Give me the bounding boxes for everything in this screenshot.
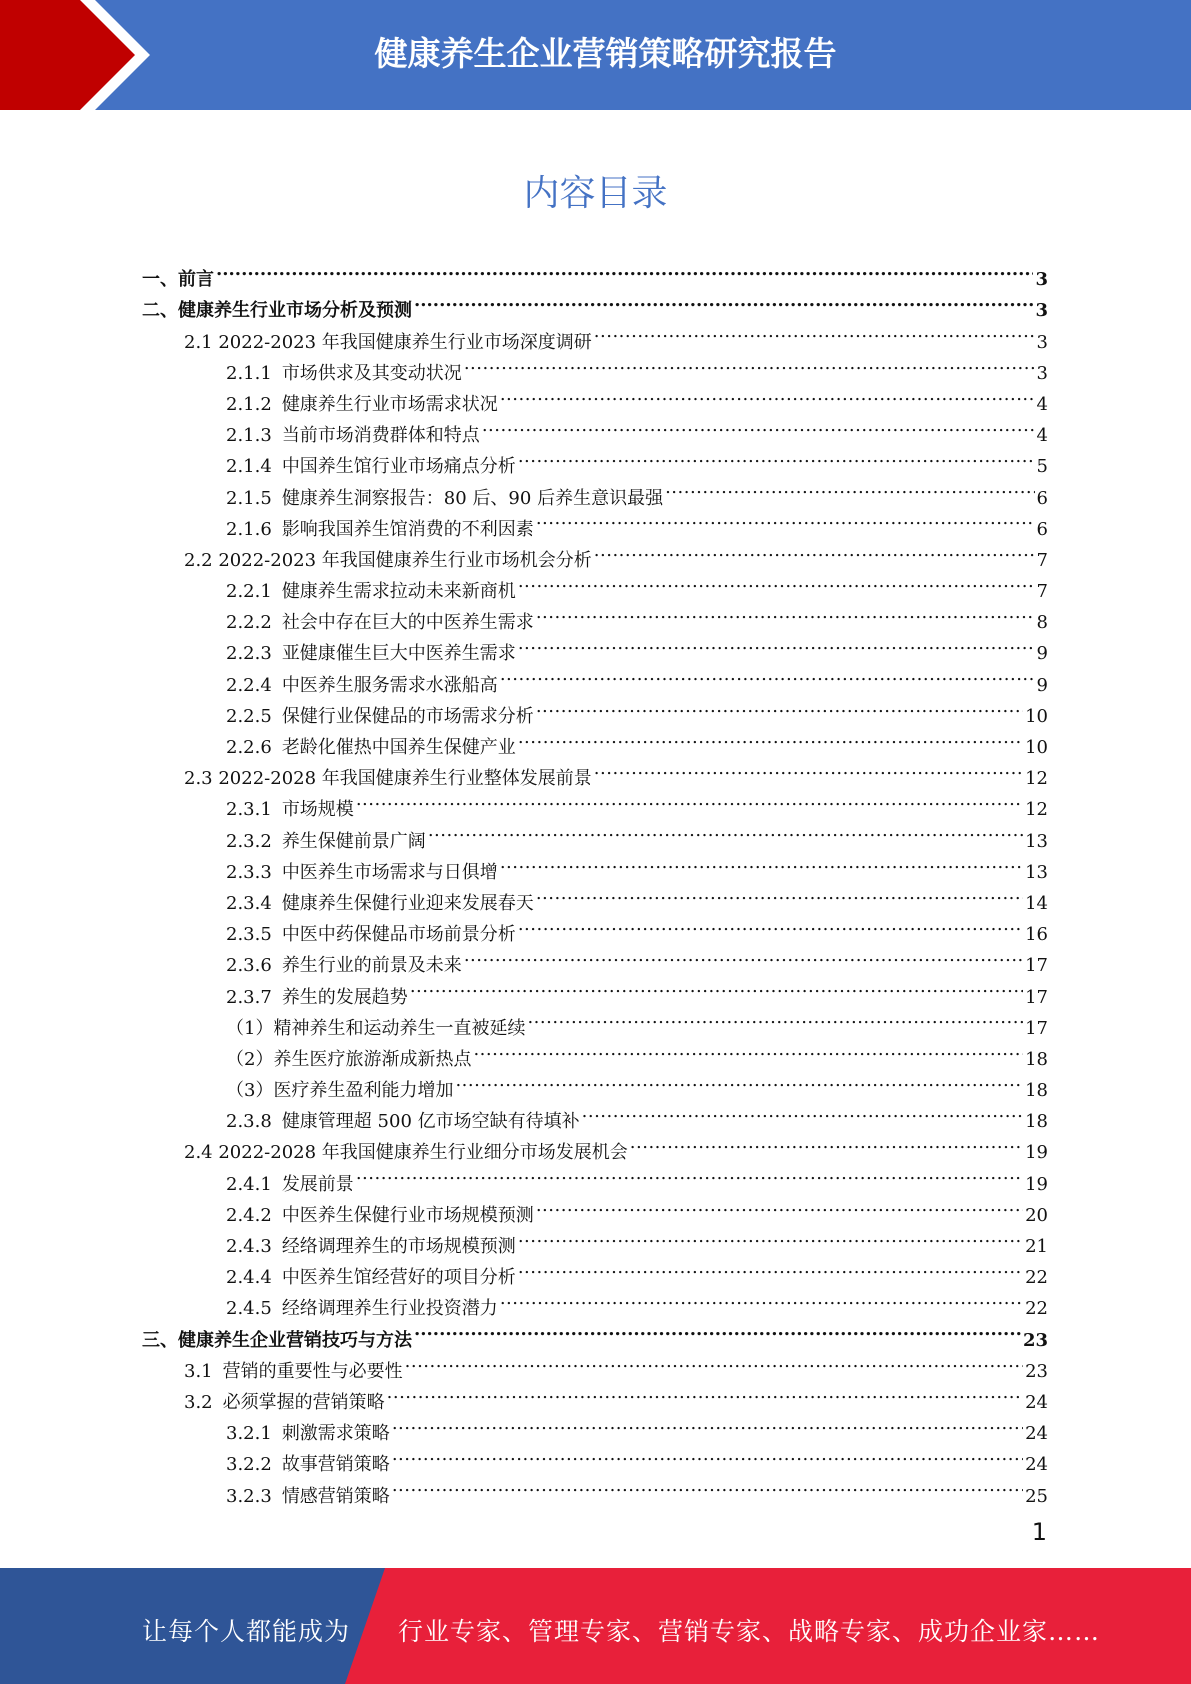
toc-dot-leader	[500, 847, 1023, 878]
toc-entry-title: 2.3 2022-2028 年我国健康养生行业整体发展前景	[184, 768, 592, 790]
report-title: 健康养生企业营销策略研究报告	[374, 34, 837, 73]
toc-entry[interactable]	[142, 1439, 1048, 1476]
toc-entry[interactable]	[142, 535, 1048, 571]
toc-entry[interactable]	[142, 1470, 1048, 1507]
toc-entry-title: 情感营销策略	[281, 1485, 390, 1507]
toc-entry[interactable]	[142, 940, 1048, 977]
toc-entry[interactable]	[142, 753, 1048, 790]
toc-entry-page: 18	[1025, 1080, 1048, 1102]
toc-dot-leader	[500, 379, 1035, 410]
toc-entry[interactable]	[142, 1252, 1048, 1289]
toc-entry-number: 3.2.1	[226, 1423, 272, 1445]
toc-entry-page: 6	[1036, 518, 1048, 540]
toc-dot-leader	[500, 1283, 1023, 1314]
toc-entry-page: 17	[1025, 955, 1048, 977]
toc-dot-leader	[518, 441, 1035, 472]
toc-dot-leader	[536, 1190, 1023, 1221]
toc-dot-leader	[356, 784, 1023, 815]
toc-entry-page: 24	[1025, 1423, 1048, 1445]
footer-slogan-left: 让每个人都能成为	[142, 1617, 351, 1646]
toc-entry-page: 12	[1025, 768, 1048, 790]
toc-entry-title: 当前市场消费群体和特点	[281, 425, 480, 447]
toc-entry-title: 养生行业的前景及未来	[281, 955, 462, 977]
toc-entry-page: 3	[1035, 269, 1048, 291]
toc-dot-leader	[392, 1470, 1023, 1501]
toc-entry-page: 4	[1036, 425, 1048, 447]
toc-entry-number: 2.3.5	[226, 924, 272, 946]
toc-entry-page: 22	[1025, 1298, 1048, 1320]
toc-entry-page: 3	[1035, 300, 1048, 322]
toc-dot-leader	[405, 1346, 1023, 1377]
toc-dot-leader	[473, 1034, 1023, 1065]
toc-entry-title: 一、前言	[142, 269, 214, 291]
toc-entry-page: 23	[1022, 1329, 1048, 1351]
toc-entry-title: 养生的发展趋势	[281, 986, 408, 1008]
toc-entry-title: 经络调理养生行业投资潜力	[281, 1298, 498, 1320]
toc-entry[interactable]	[142, 379, 1048, 415]
toc-dot-leader	[392, 1408, 1023, 1439]
toc-entry-number: 2.2.3	[226, 643, 272, 665]
toc-dot-leader	[464, 348, 1035, 379]
toc-entry-title: 必须掌握的营销策略	[222, 1391, 385, 1413]
toc-entry-page: 7	[1036, 549, 1048, 571]
toc-entry-page: 4	[1036, 393, 1048, 415]
toc-entry-page: 9	[1036, 643, 1048, 665]
toc-entry-title: 保健行业保健品的市场需求分析	[281, 705, 534, 727]
toc-entry-number: 2.2.1	[226, 581, 272, 603]
toc-entry-title: 二、健康养生行业市场分析及预测	[142, 300, 412, 322]
toc-entry[interactable]	[142, 1283, 1048, 1320]
toc-entry-number: 2.3.3	[226, 861, 272, 883]
toc-dot-leader	[536, 691, 1023, 722]
toc-entry-title: 健康养生需求拉动未来新商机	[281, 581, 516, 603]
toc-dot-leader	[582, 1096, 1023, 1127]
toc-dot-leader	[500, 659, 1035, 690]
toc-dot-leader	[518, 1221, 1023, 1252]
toc-entry[interactable]	[142, 659, 1048, 696]
toc-dot-leader	[455, 1065, 1023, 1096]
toc-dot-leader	[414, 285, 1033, 316]
toc-dot-leader	[527, 1003, 1023, 1034]
toc-entry[interactable]	[142, 441, 1048, 478]
toc-entry[interactable]	[142, 254, 1048, 291]
toc-entry[interactable]	[142, 504, 1048, 540]
toc-entry-title: 2.4 2022-2028 年我国健康养生行业细分市场发展机会	[184, 1142, 628, 1164]
toc-entry-number: 2.4.2	[226, 1204, 272, 1226]
toc-entry-number: 2.4.4	[226, 1267, 272, 1289]
toc-entry[interactable]	[142, 628, 1048, 665]
toc-entry-number: 2.4.3	[226, 1236, 272, 1257]
toc-entry-page: 12	[1025, 799, 1048, 821]
toc-dot-leader	[356, 1158, 1023, 1189]
toc-entry-page: 5	[1036, 456, 1048, 478]
toc-entry-number: 2.2.5	[226, 705, 272, 727]
toc-entry-title: 中医养生保健行业市场规模预测	[281, 1204, 534, 1226]
toc-entry-title: 中国养生馆行业市场痛点分析	[281, 456, 516, 478]
toc-entry-title: 中医养生市场需求与日俱增	[281, 861, 498, 883]
toc-entry-title: 健康管理超 500 亿市场空缺有待填补	[281, 1111, 580, 1133]
toc-entry-page: 19	[1025, 1142, 1048, 1164]
toc-entry-page: 23	[1025, 1360, 1048, 1382]
toc-entry-title: 营销的重要性与必要性	[222, 1360, 403, 1382]
toc-entry-title: 经络调理养生的市场规模预测	[281, 1236, 516, 1257]
toc-entry-page: 21	[1025, 1236, 1048, 1257]
toc-entry-title: 健康养生行业市场需求状况	[281, 393, 498, 415]
toc-dot-leader	[630, 1127, 1023, 1158]
toc-entry-title: 中医养生服务需求水涨船高	[281, 674, 498, 696]
toc-entry[interactable]	[142, 722, 1048, 758]
toc-entry-page: 17	[1025, 1017, 1048, 1039]
toc-entry-number: 2.3.8	[226, 1111, 272, 1133]
toc-entry-title: 故事营销策略	[281, 1454, 390, 1476]
toc-entry-number: 2.2.6	[226, 737, 272, 758]
table-of-contents	[142, 254, 1048, 1507]
toc-entry[interactable]	[142, 1221, 1048, 1257]
toc-entry-page: 7	[1036, 581, 1048, 603]
toc-entry-number: 2.3.1	[226, 799, 272, 821]
toc-entry[interactable]	[142, 597, 1048, 634]
toc-entry-title: 健康养生洞察报告：80 后、90 后养生意识最强	[281, 487, 664, 509]
toc-entry-title: 养生保健前景广阔	[281, 830, 426, 852]
toc-entry[interactable]	[142, 1314, 1048, 1351]
toc-entry-title: 2.1 2022-2023 年我国健康养生行业市场深度调研	[184, 331, 592, 353]
toc-dot-leader	[536, 597, 1035, 628]
toc-heading: 内容目录	[523, 173, 668, 214]
toc-entry-title: 亚健康催生巨大中医养生需求	[281, 643, 516, 665]
toc-entry-number: 2.4.5	[226, 1298, 272, 1320]
toc-entry-number: 2.1.4	[226, 456, 272, 478]
toc-entry-number: 2.1.5	[226, 487, 272, 509]
toc-dot-leader	[665, 472, 1034, 503]
toc-entry-page: 24	[1025, 1454, 1048, 1476]
toc-entry-title: （3）医疗养生盈利能力增加	[226, 1080, 454, 1102]
toc-entry-number: 3.1	[184, 1360, 213, 1382]
toc-entry-page: 19	[1025, 1173, 1048, 1195]
toc-entry[interactable]	[142, 472, 1048, 509]
toc-dot-leader	[428, 815, 1023, 846]
toc-entry-page: 13	[1025, 830, 1048, 852]
toc-entry-number: 3.2.2	[226, 1454, 272, 1476]
toc-entry-page: 16	[1025, 924, 1048, 946]
toc-entry-page: 18	[1025, 1111, 1048, 1133]
toc-dot-leader	[594, 753, 1023, 784]
toc-entry-number: 2.3.2	[226, 830, 272, 852]
toc-entry-number: 2.3.6	[226, 955, 272, 977]
toc-dot-leader	[594, 316, 1035, 347]
toc-entry-title: 刺激需求策略	[281, 1423, 390, 1445]
toc-entry-number: 2.1.6	[226, 518, 272, 540]
toc-entry-page: 13	[1025, 861, 1048, 883]
toc-entry-number: 2.1.2	[226, 393, 272, 415]
toc-dot-leader	[392, 1439, 1023, 1470]
footer-slogan-right: 行业专家、管理专家、营销专家、战略专家、成功企业家……	[398, 1617, 1101, 1646]
toc-dot-leader	[414, 1314, 1021, 1345]
toc-entry-title: 影响我国养生馆消费的不利因素	[281, 518, 534, 540]
toc-entry-page: 20	[1025, 1204, 1048, 1226]
toc-dot-leader	[518, 909, 1023, 940]
toc-dot-leader	[518, 722, 1023, 753]
toc-entry-title: 社会中存在巨大的中医养生需求	[281, 612, 534, 634]
toc-entry-page: 18	[1025, 1048, 1048, 1070]
toc-entry-title: 发展前景	[281, 1173, 354, 1195]
toc-entry-title: 市场供求及其变动状况	[281, 362, 462, 384]
toc-entry-title: 老龄化催热中国养生保健产业	[281, 737, 516, 758]
page-number: 1	[1031, 1518, 1047, 1546]
toc-dot-leader	[410, 971, 1023, 1002]
toc-entry-title: 健康养生保健行业迎来发展春天	[281, 892, 534, 914]
toc-entry-number: 3.2.3	[226, 1485, 272, 1507]
toc-entry[interactable]	[142, 878, 1048, 914]
toc-entry-number: 2.3.7	[226, 986, 272, 1008]
toc-entry[interactable]	[142, 285, 1048, 322]
toc-entry[interactable]	[142, 1003, 1048, 1039]
toc-entry-title: 2.2 2022-2023 年我国健康养生行业市场机会分析	[184, 549, 592, 571]
toc-entry-page: 3	[1036, 331, 1048, 353]
toc-entry-number: 2.4.1	[226, 1173, 272, 1195]
toc-entry-page: 6	[1036, 487, 1048, 509]
toc-dot-leader	[594, 535, 1035, 566]
toc-entry[interactable]	[142, 847, 1048, 883]
toc-dot-leader	[216, 254, 1033, 285]
toc-entry-number: 2.2.4	[226, 674, 272, 696]
toc-entry[interactable]	[142, 410, 1048, 447]
toc-entry-title: （1）精神养生和运动养生一直被延续	[226, 1017, 526, 1039]
toc-entry-page: 10	[1025, 737, 1048, 758]
toc-entry-number: 2.1.3	[226, 425, 272, 447]
toc-dot-leader	[518, 566, 1035, 597]
toc-entry-title: （2）养生医疗旅游渐成新热点	[226, 1048, 472, 1070]
header-banner	[0, 0, 1191, 110]
toc-dot-leader	[464, 940, 1023, 971]
toc-entry-page: 8	[1036, 612, 1048, 634]
toc-entry-page: 14	[1025, 892, 1048, 914]
toc-entry-page: 25	[1025, 1485, 1048, 1507]
toc-dot-leader	[536, 878, 1023, 909]
toc-entry-page: 24	[1025, 1391, 1048, 1413]
toc-entry-page: 3	[1036, 362, 1048, 384]
toc-dot-leader	[536, 504, 1035, 535]
toc-entry[interactable]	[142, 1190, 1048, 1226]
toc-entry-page: 22	[1025, 1267, 1048, 1289]
toc-entry-number: 2.3.4	[226, 892, 272, 914]
toc-dot-leader	[518, 628, 1035, 659]
toc-entry-number: 2.1.1	[226, 362, 272, 384]
toc-entry[interactable]	[142, 1127, 1048, 1164]
toc-entry-title: 中医中药保健品市场前景分析	[281, 924, 516, 946]
toc-entry-page: 17	[1025, 986, 1048, 1008]
toc-dot-leader	[518, 1252, 1023, 1283]
toc-entry-title: 市场规模	[281, 799, 354, 821]
toc-entry-page: 9	[1036, 674, 1048, 696]
toc-entry[interactable]	[142, 971, 1048, 1008]
toc-entry-title: 中医养生馆经营好的项目分析	[281, 1267, 516, 1289]
footer-banner	[0, 1568, 1191, 1684]
toc-entry[interactable]	[142, 691, 1048, 727]
toc-dot-leader	[482, 410, 1035, 441]
toc-entry-title: 三、健康养生企业营销技巧与方法	[142, 1329, 412, 1351]
toc-entry[interactable]	[142, 909, 1048, 946]
toc-entry-number: 3.2	[184, 1391, 213, 1413]
toc-entry-number: 2.2.2	[226, 612, 272, 634]
toc-entry-page: 10	[1025, 705, 1048, 727]
toc-entry[interactable]	[142, 815, 1048, 852]
toc-dot-leader	[387, 1377, 1023, 1408]
